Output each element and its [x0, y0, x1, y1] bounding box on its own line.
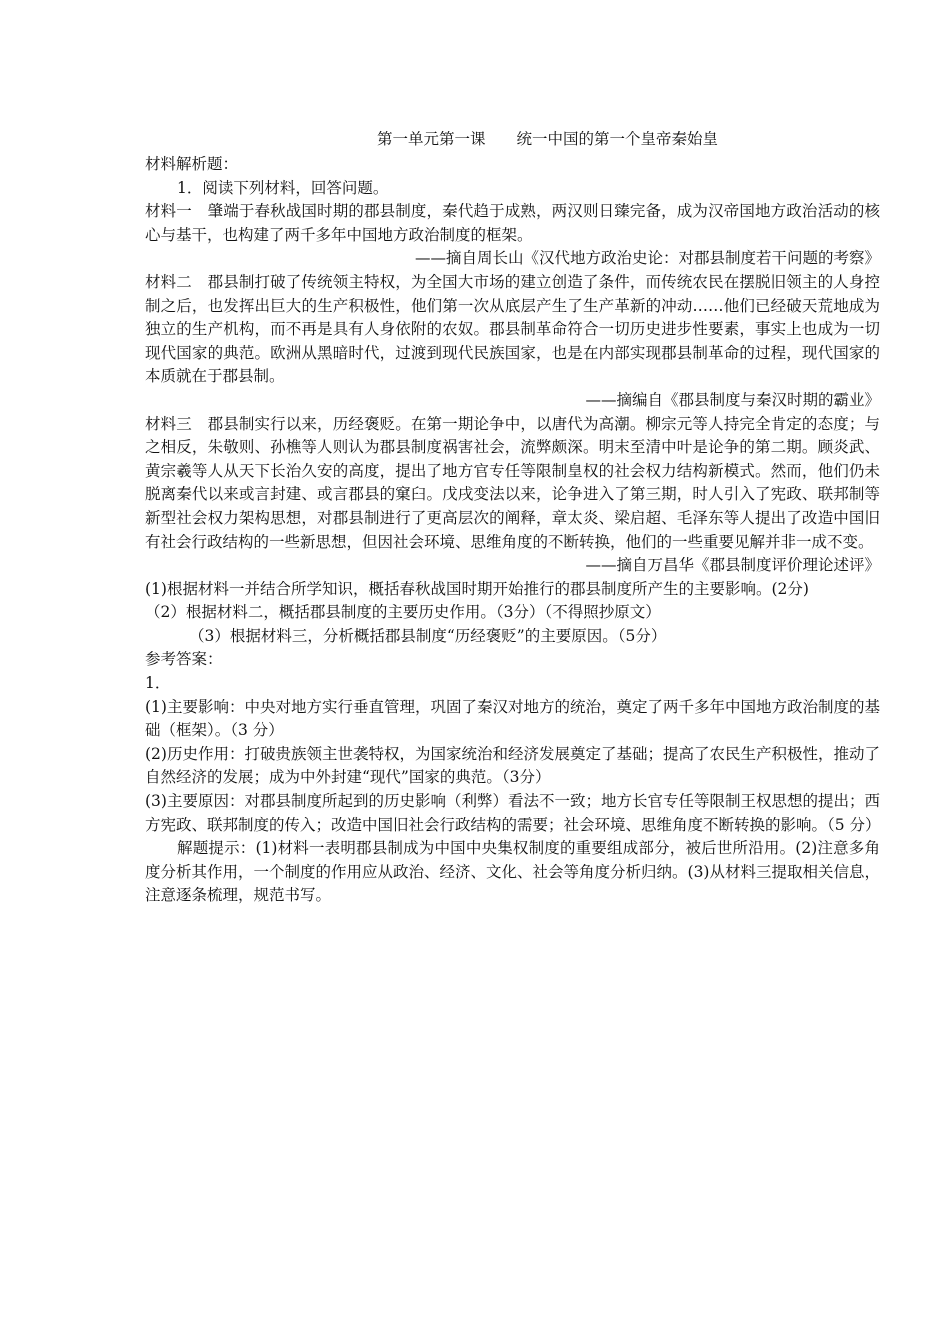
material-2-text: 材料二 郡县制打破了传统领主特权，为全国大市场的建立创造了条件，而传统农民在摆脱旧领主的人身控制之后，也发挥出巨大的生产积极性，他们第一次从底层产生了生产革新的冲动……他们已经破天荒地成为独立的生产机构，而不再是具有人身依附的农奴。郡县制革命符合一切历史进步性要素，事实上也成为一切现代国家的典范。欧洲从黑暗时代，过渡到现代民族国家，也是在内部实现郡县制革命的过程，现代国家的本质就在于郡县制。: [145, 272, 880, 386]
question-1: (1)根据材料一并结合所学知识，概括春秋战国时期开始推行的郡县制度所产生的主要影响。(2分): [145, 579, 809, 598]
question-intro: 1．阅读下列材料，回答问题。: [177, 178, 389, 197]
answer-number: 1．: [145, 674, 171, 693]
question-3: （3）根据材料三，分析概括郡县制度“历经褒贬”的主要原因。（5分）: [189, 626, 667, 645]
material-2-source: ——摘编自《郡县制度与秦汉时期的霸业》: [585, 390, 880, 409]
answer-3: (3)主要原因：对郡县制度所起到的历史影响（利弊）看法不一致；地方长官专任等限制王权思想的提出；西方宪政、联邦制度的传入；改造中国旧社会行政结构的需要；社会环境、思维角度不断转换的影响。（5 分）: [145, 792, 881, 834]
answer-1: (1)主要影响：中央对地方实行垂直管理，巩固了秦汉对地方的统治，奠定了两千多年中国地方政治制度的基础（框架）。（3 分）: [145, 697, 880, 740]
answer-heading: 参考答案：: [145, 650, 223, 669]
material-1-source: ——摘自周长山《汉代地方政治史论：对郡县制度若干问题的考察》: [414, 249, 880, 268]
material-3-source: ——摘自万昌华《郡县制度评价理论述评》: [585, 556, 880, 575]
page-title: 第一单元第一课 统一中国的第一个皇帝秦始皇: [376, 130, 718, 148]
material-3-text: 材料三 郡县制实行以来，历经褒贬。在第一期论争中，以唐代为高潮。柳宗元等人持完全肯定的态度；与之相反，朱敬则、孙樵等人则认为郡县制度祸害社会，流弊颇深。明末至清中叶是论争的第二期。顾炎武、黄宗羲等人从天下长治久安的高度，提出了地方官专任等限制皇权的社会权力结构新模式。然而，他们仍未脱离秦代以来或言封建、或言郡县的窠臼。戊戌变法以来，论争进入了第三期，时人引入了宪政、联邦制等新型社会权力架构思想，对郡县制进行了更高层次的阐释，章太炎、梁启超、毛泽东等人提出了改造中国旧有社会行政结构的一些新思想，但因社会环境、思维角度的不断转换，他们的一些重要见解并非一成不变。: [145, 414, 880, 551]
document-page: [145, 127, 880, 908]
answer-2: (2)历史作用：打破贵族领主世袭特权，为国家统治和经济发展奠定了基础；提高了农民生产积极性，推动了自然经济的发展；成为中外封建“现代”国家的典范。（3分）: [145, 744, 880, 787]
material-1-text: 材料一 肇端于春秋战国时期的郡县制度，秦代趋于成熟，两汉则日臻完备，成为汉帝国地方政治活动的核心与基干，也构建了两千多年中国地方政治制度的框架。: [145, 202, 880, 244]
section-heading: 材料解析题：: [145, 155, 239, 173]
question-2: （2）根据材料二，概括郡县制度的主要历史作用。（3分）（不得照抄原文）: [145, 603, 661, 622]
solution-hint: 解题提示：(1)材料一表明郡县制成为中国中央集权制度的重要组成部分，被后世所沿用。(2)注意多角度分析其作用，一个制度的作用应从政治、经济、文化、社会等角度分析归纳。(3)从材料三提取相关信息，注意逐条梳理，规范书写。: [145, 839, 880, 905]
